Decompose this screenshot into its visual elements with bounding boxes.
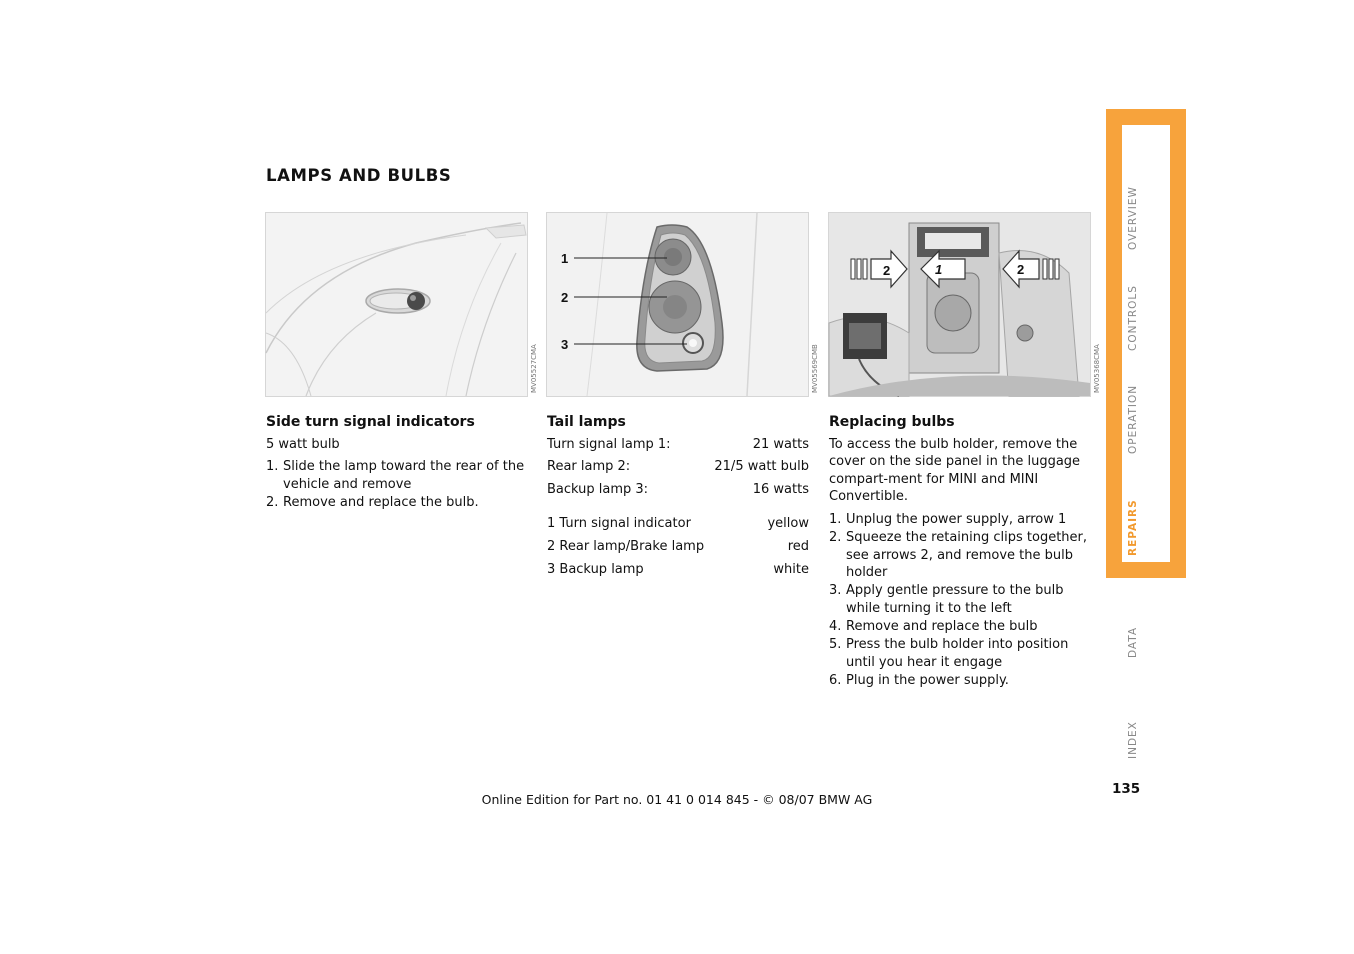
- legend-row: 2 Rear lamp/Brake lamp red: [547, 538, 809, 554]
- side-tab-repairs[interactable]: REPAIRS: [1127, 499, 1139, 556]
- side-tab-overview[interactable]: OVERVIEW: [1127, 186, 1139, 250]
- list-item: 1. Slide the lamp toward the rear of the vehicle and remove: [266, 459, 525, 492]
- footer-text: Online Edition for Part no. 01 41 0 014 845 - © 08/07 BMW AG: [481, 792, 873, 807]
- tail-lamp-figure: [546, 212, 819, 397]
- section-heading: Replacing bulbs: [829, 414, 955, 430]
- list-item: 6. Plug in the power supply.: [829, 672, 1009, 688]
- page-title: LAMPS AND BULBS: [266, 166, 452, 185]
- callout-arrow-2-right: 2: [1017, 262, 1025, 277]
- list-item: 1. Unplug the power supply, arrow 1: [829, 511, 1067, 527]
- figure-code: MV05527CMA: [530, 344, 538, 393]
- list-item: 3. Apply gentle pressure to the bulb while turning it to the left: [829, 583, 1064, 616]
- legend-row: 3 Backup lamp white: [547, 561, 809, 577]
- figure-code: MV05569CMB: [811, 344, 819, 393]
- page-number: 135: [1112, 781, 1141, 797]
- section-heading: Tail lamps: [547, 414, 626, 430]
- bulb-spec: 5 watt bulb: [266, 436, 340, 452]
- callout-arrow-2-left: 2: [883, 263, 891, 278]
- list-item: 2. Squeeze the retaining clips together, see arrows 2, and remove the bulb holder: [829, 530, 1088, 581]
- side-tab-operation[interactable]: OPERATION: [1127, 384, 1139, 454]
- callout-arrow-1: 1: [935, 262, 943, 277]
- section-heading: Side turn signal indicators: [266, 414, 475, 430]
- list-item: 2. Remove and replace the bulb.: [266, 494, 479, 510]
- tail-lamps-section: [547, 414, 809, 583]
- replacing-bulbs-section: [829, 414, 1099, 690]
- list-item: 4. Remove and replace the bulb: [829, 619, 1038, 635]
- intro-text: To access the bulb holder, remove the cover on the side panel in the luggage compart-ment for MINI and MINI Convertible.: [829, 436, 1081, 505]
- steps-list: [266, 458, 528, 511]
- callout-2: 2: [561, 290, 569, 305]
- steps-list: [829, 511, 1099, 689]
- bulb-holder-figure: [828, 212, 1101, 397]
- callout-3: 3: [561, 337, 569, 352]
- side-tab-controls[interactable]: CONTROLS: [1127, 285, 1139, 351]
- figure-code: MV05368CMA: [1093, 344, 1101, 393]
- spec-row: Backup lamp 3: 16 watts: [547, 481, 809, 497]
- spec-row: Rear lamp 2: 21/5 watt bulb: [547, 459, 809, 475]
- side-tab-data[interactable]: DATA: [1127, 626, 1139, 658]
- legend-row: 1 Turn signal indicator yellow: [547, 516, 809, 532]
- side-tab-index[interactable]: INDEX: [1127, 721, 1139, 759]
- spec-row: Turn signal lamp 1: 21 watts: [547, 436, 809, 452]
- callout-1: 1: [561, 251, 569, 266]
- side-turn-section: [266, 414, 528, 512]
- list-item: 5. Press the bulb holder into position until you hear it engage: [829, 637, 1069, 670]
- side-turn-signal-figure: [265, 212, 538, 397]
